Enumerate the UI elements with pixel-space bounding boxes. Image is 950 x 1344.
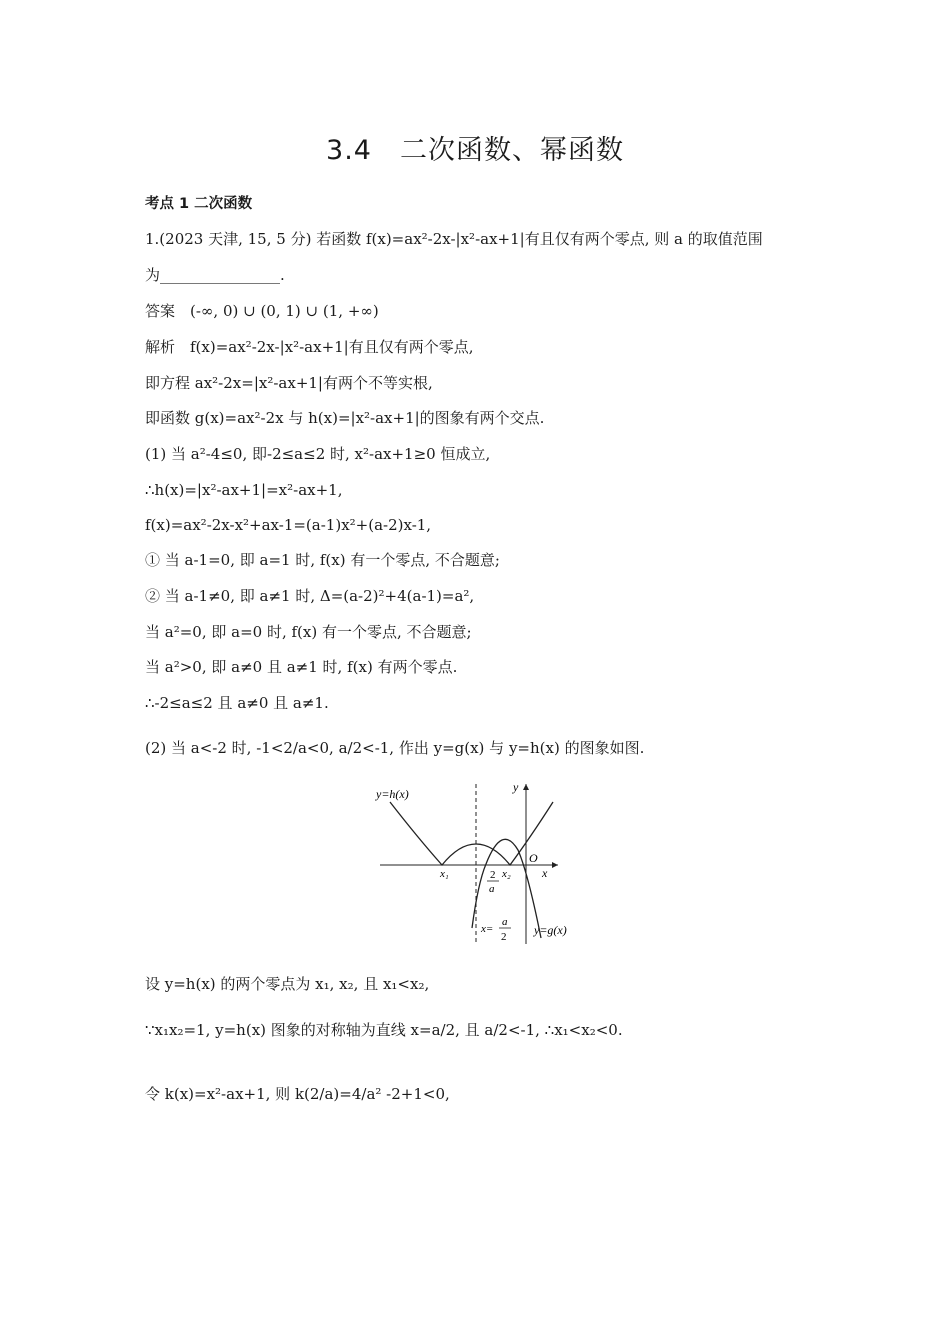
function-graph <box>368 778 583 950</box>
problem-statement: 1.(2023 天津, 15, 5 分) 若函数 f(x)=ax²-2x-|x²-ax+1|有且仅有两个零点, 则 a 的取值范围 <box>145 230 763 248</box>
solution-line: 当 a²>0, 即 a≠0 且 a≠1 时, f(x) 有两个零点. <box>145 658 458 676</box>
symmetry-num: a <box>502 916 508 928</box>
page-title: 3.4 二次函数、幂函数 <box>326 135 624 166</box>
y-axis-label: y <box>513 780 519 794</box>
answer-line: 答案 (-∞, 0) ∪ (0, 1) ∪ (1, +∞) <box>145 302 379 320</box>
problem-blank: 为________________. <box>145 266 285 284</box>
x1-label: x₁ <box>440 868 449 880</box>
solution-line: (2) 当 a<-2 时, -1<2/a<0, a/2<-1, 作出 y=g(x) 与 y=h(x) 的图象如图. <box>145 739 645 757</box>
solution-line: 即方程 ax²-2x=|x²-ax+1|有两个不等实根, <box>145 374 433 392</box>
y-axis-arrow <box>523 784 529 790</box>
origin-label: O <box>529 851 538 865</box>
solution-line: 当 a²=0, 即 a=0 时, f(x) 有一个零点, 不合题意; <box>145 623 472 641</box>
solution-line: 即函数 g(x)=ax²-2x 与 h(x)=|x²-ax+1|的图象有两个交点. <box>145 409 545 427</box>
x2-label: x₂ <box>502 868 511 880</box>
solution-line: ② 当 a-1≠0, 即 a≠1 时, Δ=(a-2)²+4(a-1)=a², <box>145 587 475 605</box>
g-label: y=g(x) <box>534 923 567 937</box>
two-over-a-den: a <box>489 883 495 895</box>
solution-line: ∵x₁x₂=1, y=h(x) 图象的对称轴为直线 x=a/2, 且 a/2<-1, ∴x₁<x₂<0. <box>145 1021 623 1039</box>
solution-line: (1) 当 a²-4≤0, 即-2≤a≤2 时, x²-ax+1≥0 恒成立, <box>145 445 491 463</box>
symmetry-prefix: x= <box>481 923 494 935</box>
solution-line: ① 当 a-1=0, 即 a=1 时, f(x) 有一个零点, 不合题意; <box>145 551 500 569</box>
h-label: y=h(x) <box>376 787 409 801</box>
solution-line: 解析 f(x)=ax²-2x-|x²-ax+1|有且仅有两个零点, <box>145 338 474 356</box>
solution-line: f(x)=ax²-2x-x²+ax-1=(a-1)x²+(a-2)x-1, <box>145 516 432 534</box>
solution-line: ∴h(x)=|x²-ax+1|=x²-ax+1, <box>145 481 343 499</box>
symmetry-den: 2 <box>501 931 507 943</box>
solution-line: 设 y=h(x) 的两个零点为 x₁, x₂, 且 x₁<x₂, <box>145 975 430 993</box>
solution-line: 令 k(x)=x²-ax+1, 则 k(2/a)=4/a² -2+1<0, <box>145 1085 450 1103</box>
x-axis-label: x <box>542 866 548 880</box>
x-axis-arrow <box>552 862 558 868</box>
section-heading: 考点 1 二次函数 <box>145 196 253 212</box>
two-over-a-num: 2 <box>490 869 496 881</box>
solution-line: ∴-2≤a≤2 且 a≠0 且 a≠1. <box>145 694 329 712</box>
